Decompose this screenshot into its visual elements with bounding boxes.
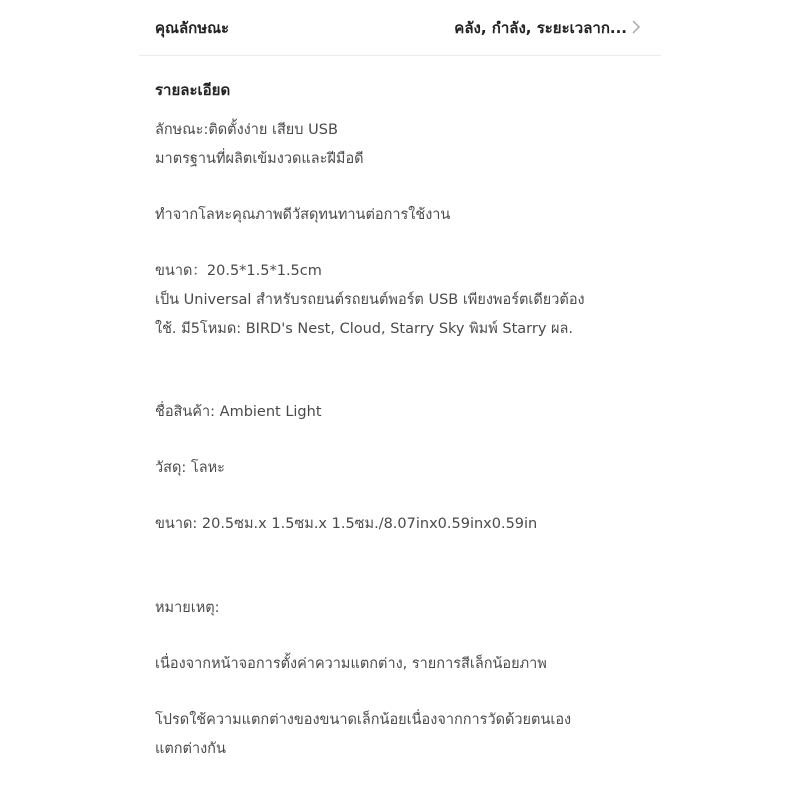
detail-line: ทำจากโลหะคุณภาพดีวัสดุทนทานต่อการใช้งาน [155, 207, 451, 223]
detail-line: หมายเหตุ: [155, 600, 220, 616]
detail-line: ชื่อสินค้า: Ambient Light [155, 404, 322, 420]
attributes-label: คุณลักษณะ [155, 19, 230, 37]
detail-line: ลักษณะ:ติดตั้งง่าย เสียบ USB [155, 122, 338, 138]
detail-line: วัสดุ: โลหะ [155, 460, 225, 476]
details-title: รายละเอียด [155, 81, 231, 99]
detail-line: มาตรฐานที่ผลิตเข้มงวดและฝีมือดี [155, 151, 364, 167]
detail-line: เป็น Universal สำหรับรถยนต์รถยนต์พอร์ต USB เพียงพอร์ตเดียวต้อง [155, 292, 585, 308]
detail-line: ขนาด：20.5*1.5*1.5cm [155, 263, 322, 279]
product-spec-panel [139, 0, 661, 800]
chevron-right-icon [632, 20, 641, 34]
detail-line: แตกต่างกัน [155, 741, 226, 757]
attributes-value: คลัง, กำลัง, ระยะเวลาก... [454, 19, 627, 37]
detail-line: ใช้. มี5โหมด: BIRD's Nest, Cloud, Starry Sky พิมพ์ Starry ผล. [155, 321, 574, 337]
detail-line: ขนาด: 20.5ซม.x 1.5ซม.x 1.5ซม./8.07inx0.59inx0.59in [155, 516, 538, 532]
detail-line: โปรดใช้ความแตกต่างของขนาดเล็กน้อยเนื่องจากการวัดด้วยตนเอง [155, 712, 572, 728]
attributes-row[interactable] [139, 0, 661, 56]
detail-line: เนื่องจากหน้าจอการตั้งค่าความแตกต่าง, รายการสีเล็กน้อยภาพ [155, 656, 547, 672]
